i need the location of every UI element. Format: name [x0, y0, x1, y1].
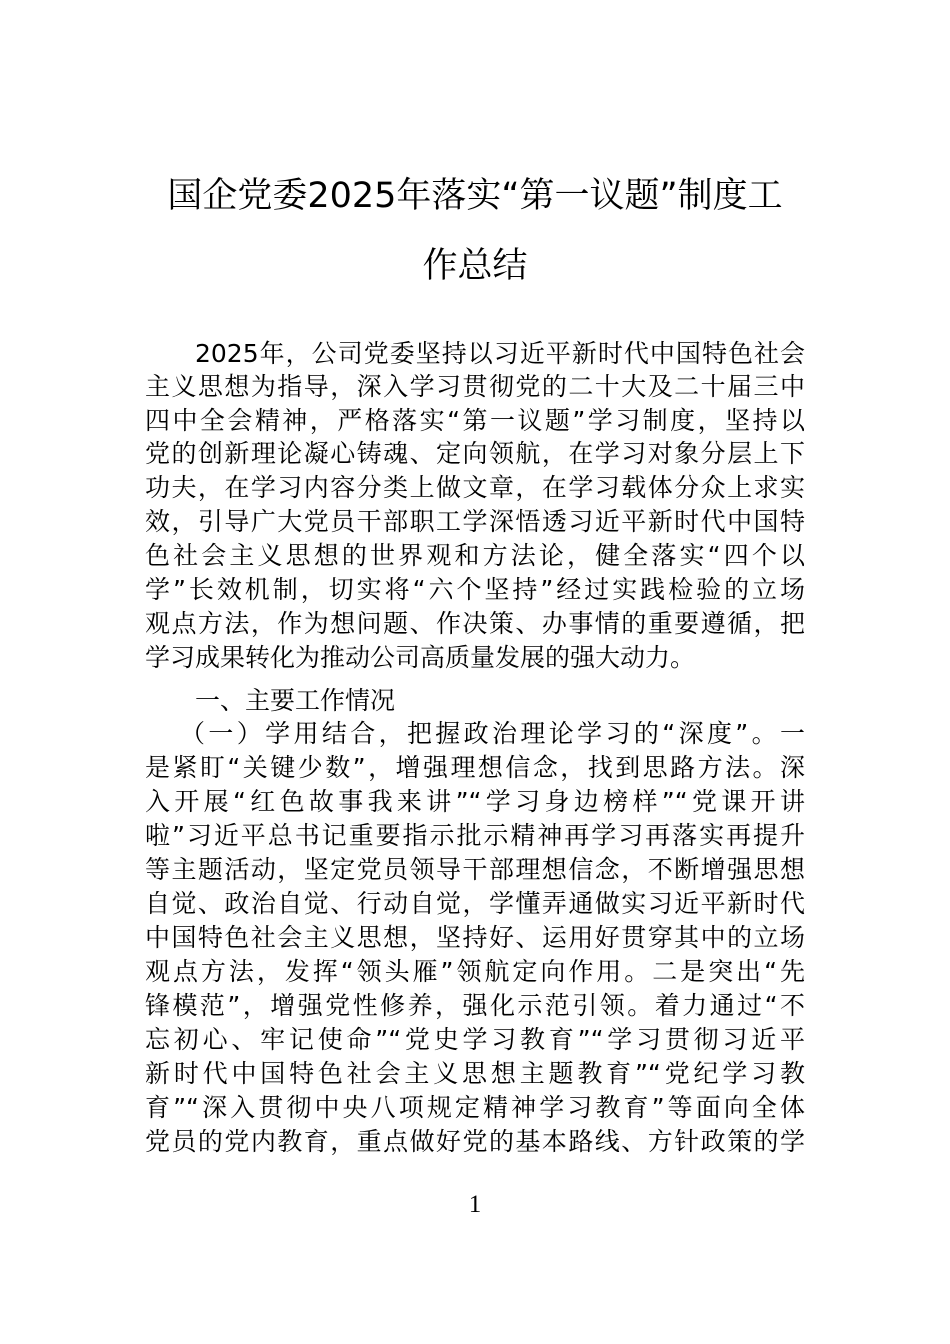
- paragraph-line: 中国特色社会主义思想，坚持好、运用好贯穿其中的立场: [145, 923, 805, 952]
- paragraph-line: 观点方法，作为想问题、作决策、办事情的重要遵循，把: [145, 609, 805, 638]
- paragraph-line: 色社会主义思想的世界观和方法论，健全落实“四个以: [145, 541, 805, 570]
- paragraph-line: 四中全会精神，严格落实“第一议题”学习制度，坚持以: [145, 406, 805, 435]
- paragraph-line: 忘初心、牢记使命”“党史学习教育”“学习贯彻习近平: [145, 1025, 805, 1054]
- page-number: 1: [468, 1191, 482, 1218]
- paragraph-line: 是紧盯“关键少数”，增强理想信念，找到思路方法。深: [145, 753, 805, 782]
- document-title-line-2: 作总结: [422, 246, 528, 286]
- paragraph-line: 学”长效机制，切实将“六个坚持”经过实践检验的立场: [145, 575, 805, 604]
- paragraph-line: 2025年，公司党委坚持以习近平新时代中国特色社会: [195, 339, 805, 368]
- subsection-heading-line: （一）学用结合，把握政治理论学习的“深度”。一: [180, 719, 805, 748]
- section-heading: 一、主要工作情况: [195, 686, 396, 715]
- paragraph-line: 学习成果转化为推动公司高质量发展的强大动力。: [145, 643, 696, 672]
- paragraph-line: 党员的党内教育，重点做好党的基本路线、方针政策的学: [145, 1127, 805, 1156]
- paragraph-line: 功夫，在学习内容分类上做文章，在学习载体分众上求实: [145, 473, 805, 502]
- paragraph-line: 等主题活动，坚定党员领导干部理想信念，不断增强思想: [145, 855, 805, 884]
- paragraph-line: 育”“深入贯彻中央八项规定精神学习教育”等面向全体: [145, 1093, 805, 1122]
- paragraph-line: 啦”习近平总书记重要指示批示精神再学习再落实再提升: [145, 821, 805, 850]
- paragraph-line: 主义思想为指导，深入学习贯彻党的二十大及二十届三中: [145, 372, 805, 401]
- paragraph-line: 自觉、政治自觉、行动自觉，学懂弄通做实习近平新时代: [145, 889, 805, 918]
- paragraph-line: 入开展“红色故事我来讲”“学习身边榜样”“党课开讲: [145, 787, 805, 816]
- paragraph-line: 新时代中国特色社会主义思想主题教育”“党纪学习教: [145, 1059, 805, 1088]
- paragraph-line: 锋模范”，增强党性修养，强化示范引领。着力通过“不: [145, 991, 805, 1020]
- paragraph-line: 观点方法，发挥“领头雁”领航定向作用。二是突出“先: [145, 957, 805, 986]
- paragraph-line: 党的创新理论凝心铸魂、定向领航，在学习对象分层上下: [145, 439, 805, 468]
- paragraph-line: 效，引导广大党员干部职工学深悟透习近平新时代中国特: [145, 507, 805, 536]
- document-title-line-1: 国企党委2025年落实“第一议题”制度工: [167, 176, 783, 216]
